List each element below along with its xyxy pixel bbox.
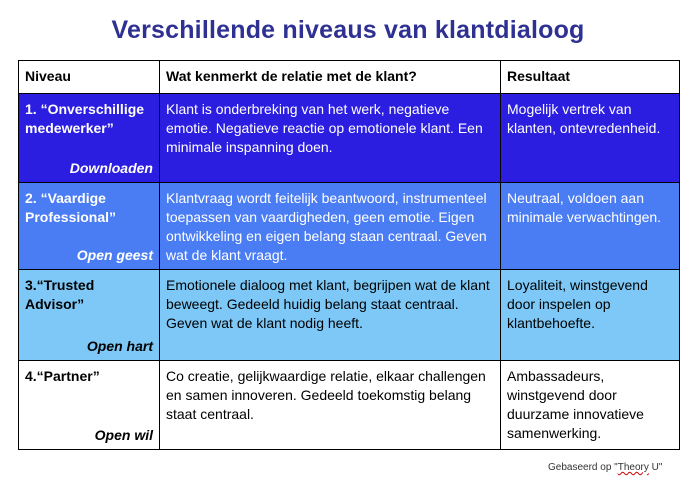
- relation-cell: Klantvraag wordt feitelijk beantwoord, instrumenteel toepassen van vaardigheden, geen emotie. Eigen ontwikkeling en eigen belang staan centraal. Geven wat de klant vraagt.: [160, 183, 501, 270]
- level-name: 1. “Onverschillige medewerker”: [25, 101, 145, 136]
- result-cell: Neutraal, voldoen aan minimale verwachtingen.: [501, 183, 680, 270]
- header-result: Resultaat: [501, 61, 680, 94]
- level-cell: [19, 183, 160, 270]
- level-mode: Open hart: [86, 338, 153, 354]
- header-relation: Wat kenmerkt de relatie met de klant?: [160, 61, 501, 94]
- table-row: [19, 183, 680, 270]
- source-note: [548, 462, 662, 473]
- level-name: 4.“Partner”: [25, 368, 100, 384]
- dialog-levels-table: [18, 60, 680, 450]
- level-cell: [19, 361, 160, 450]
- header-niveau: Niveau: [19, 61, 160, 94]
- relation-cell: Emotionele dialoog met klant, begrijpen wat de klant beweegt. Gedeeld huidig belang staat centraal. Geven wat de klant nodig heeft.: [160, 270, 501, 361]
- table-row: [19, 94, 680, 183]
- table-header-row: [19, 61, 680, 94]
- relation-cell: Klant is onderbreking van het werk, negatieve emotie. Negatieve reactie op emotionele klant. Een minimale inspanning doen.: [160, 94, 501, 183]
- level-cell: [19, 94, 160, 183]
- result-cell: Loyaliteit, winstgevend door inspelen op klantbehoefte.: [501, 270, 680, 361]
- table-row: [19, 361, 680, 450]
- level-cell: [19, 270, 160, 361]
- source-suffix: U": [648, 462, 663, 473]
- source-prefix: Gebaseerd op ": [548, 462, 618, 473]
- source-underlined: Theory: [617, 462, 649, 473]
- page-title: Verschillende niveaus van klantdialoog: [111, 16, 585, 44]
- result-cell: Ambassadeurs, winstgevend door duurzame innovatieve samenwerking.: [501, 361, 680, 450]
- table-row: [19, 270, 680, 361]
- level-mode: Downloaden: [69, 160, 153, 176]
- result-cell: Mogelijk vertrek van klanten, ontevredenheid.: [501, 94, 680, 183]
- level-name: 2. “Vaardige Professional”: [25, 190, 117, 225]
- level-name: 3.“Trusted Advisor”: [25, 277, 95, 312]
- level-mode: Open wil: [94, 427, 153, 443]
- relation-cell: Co creatie, gelijkwaardige relatie, elkaar challengen en samen innoveren. Gedeeld toekomstig belang staat centraal.: [160, 361, 501, 450]
- level-mode: Open geest: [76, 247, 153, 263]
